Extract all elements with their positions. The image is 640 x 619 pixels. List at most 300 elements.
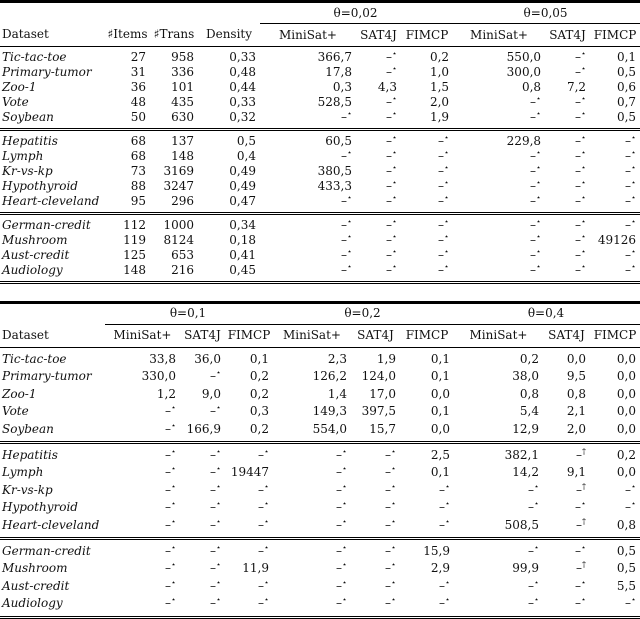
theta-group-header: θ=0,05: [453, 2, 640, 24]
dataset-name: Mushroom: [2, 233, 68, 247]
table-cell: –⋆: [545, 214, 590, 234]
column-header: Dataset: [0, 325, 105, 348]
table-row: [0, 194, 640, 214]
table-row: [0, 517, 640, 539]
column-header-row: [0, 325, 640, 348]
column-header: FIMCP: [225, 325, 273, 348]
timeout-marker: ⋆: [581, 217, 587, 226]
memout-marker: †: [582, 560, 586, 570]
table-row: [0, 80, 640, 95]
table-cell: 0,2: [249, 421, 269, 436]
table-cell: 0,33: [229, 50, 256, 64]
timeout-marker: ⋆: [215, 543, 221, 553]
table-cell: –⋆: [527, 499, 539, 515]
table-cell: –⋆: [335, 499, 347, 515]
table-cell: 0,1: [430, 352, 450, 366]
table-cell: 0,0: [616, 421, 636, 436]
memout-marker: †: [582, 447, 586, 457]
table-cell: –⋆: [257, 516, 269, 532]
table-cell: –⋆: [335, 481, 347, 497]
dataset-name: Heart-cleveland: [2, 194, 100, 208]
table-cell: 137: [150, 130, 198, 150]
table-cell: –⋆: [335, 577, 347, 593]
table-row: [0, 348, 640, 369]
table-cell: 0,1: [430, 404, 450, 419]
table-cell: –⋆: [575, 49, 587, 64]
column-header: ♯Items: [105, 24, 150, 47]
timeout-marker: ⋆: [263, 499, 269, 509]
table-row: [0, 560, 640, 577]
dataset-name: Vote: [2, 404, 29, 419]
timeout-marker: ⋆: [533, 481, 539, 491]
timeout-marker: ⋆: [170, 560, 176, 570]
timeout-marker: ⋆: [170, 464, 176, 474]
table-cell: 148: [171, 149, 194, 163]
table-cell: –⋆: [574, 499, 586, 515]
timeout-marker: ⋆: [536, 217, 542, 226]
timeout-marker: ⋆: [215, 447, 221, 457]
timeout-marker: ⋆: [444, 133, 450, 142]
table-cell: –⋆: [385, 94, 397, 109]
table-cell: 73: [130, 164, 146, 178]
table-cell: –⋆: [273, 539, 351, 561]
table-cell: 2,9: [430, 561, 450, 576]
table-cell: 36,0: [194, 352, 221, 366]
timeout-marker: ⋆: [391, 247, 397, 256]
table-cell: 95: [130, 194, 146, 208]
timeout-marker: ⋆: [390, 447, 396, 457]
timeout-marker: ⋆: [341, 560, 347, 570]
table-cell: 0,0: [566, 352, 586, 366]
table-cell: –⋆: [260, 263, 356, 283]
table-cell: –†: [576, 481, 586, 497]
table-cell: –⋆: [209, 577, 221, 593]
table-cell: –⋆: [438, 516, 450, 532]
table-row: [0, 47, 640, 66]
column-header: MiniSat+: [273, 325, 351, 348]
dataset-name: Lymph: [2, 465, 44, 480]
table-cell: –⋆: [180, 539, 225, 561]
table-cell: 0,2: [249, 386, 269, 401]
table-row: [0, 539, 640, 561]
timeout-marker: ⋆: [170, 595, 176, 605]
column-header: FIMCP: [400, 325, 454, 348]
table-cell: 435: [171, 95, 194, 109]
timeout-marker: ⋆: [391, 64, 397, 73]
table-cell: –⋆: [385, 163, 397, 178]
timeout-marker: ⋆: [630, 481, 636, 491]
table-cell: –⋆: [164, 499, 176, 515]
timeout-marker: ⋆: [170, 447, 176, 457]
dataset-name: German-credit: [0, 214, 105, 234]
table-row: [0, 65, 640, 80]
table-cell: 0,0: [430, 386, 450, 401]
table-row: [0, 368, 640, 385]
timeout-marker: ⋆: [391, 217, 397, 226]
table-cell: –⋆: [543, 539, 590, 561]
timeout-marker: ⋆: [581, 94, 587, 103]
table-cell: –⋆: [575, 109, 587, 124]
column-header: MiniSat+: [454, 325, 543, 348]
timeout-marker: ⋆: [263, 516, 269, 526]
timeout-marker: ⋆: [631, 193, 637, 202]
table-cell: 3247: [163, 179, 194, 193]
timeout-marker: ⋆: [536, 247, 542, 256]
table-cell: 0,3: [332, 80, 352, 94]
table-cell: 49126: [597, 233, 637, 247]
table-cell: 149,3: [312, 404, 347, 419]
table-cell: 0,5: [590, 539, 640, 561]
table-cell: –⋆: [164, 577, 176, 593]
table-cell: –⋆: [384, 516, 396, 532]
timeout-marker: ⋆: [581, 148, 587, 157]
table-cell: –⋆: [335, 516, 347, 532]
table-cell: 1000: [150, 214, 198, 234]
timeout-marker: ⋆: [170, 420, 176, 430]
dataset-name: Lymph: [2, 149, 44, 163]
timeout-marker: ⋆: [444, 499, 450, 509]
table-cell: –⋆: [385, 178, 397, 193]
table-cell: 0,3: [249, 404, 269, 419]
table-cell: –⋆: [257, 577, 269, 593]
table-cell: 36: [130, 80, 146, 94]
table-cell: 1,4: [327, 386, 347, 401]
table-cell: 112: [105, 214, 150, 234]
timeout-marker: ⋆: [581, 49, 587, 58]
table-cell: –⋆: [335, 560, 347, 576]
table-cell: 0,2: [590, 443, 640, 465]
table-cell: –⋆: [590, 595, 640, 617]
table-cell: 300,0: [506, 65, 542, 79]
timeout-marker: ⋆: [341, 499, 347, 509]
table-cell: 0,5: [198, 130, 260, 150]
table-cell: –⋆: [225, 443, 273, 465]
table-cell: –⋆: [438, 247, 450, 262]
table-cell: 0,41: [229, 248, 256, 262]
table-row: [0, 149, 640, 164]
table-cell: –⋆: [356, 263, 401, 283]
table-cell: 166,9: [186, 421, 221, 436]
timeout-marker: ⋆: [390, 577, 396, 587]
table-cell: 48: [130, 95, 146, 109]
timeout-marker: ⋆: [390, 516, 396, 526]
table-cell: 9,5: [566, 369, 586, 384]
table-cell: 0,49: [229, 179, 256, 193]
table-cell: –⋆: [401, 214, 453, 234]
table-cell: –⋆: [385, 232, 397, 247]
table-cell: 0,45: [198, 263, 260, 283]
table-cell: 12,9: [512, 421, 539, 436]
table-cell: –⋆: [454, 539, 543, 561]
timeout-marker: ⋆: [444, 148, 450, 157]
timeout-marker: ⋆: [581, 232, 587, 241]
dataset-name: Zoo-1: [2, 80, 37, 94]
table-cell: 5,4: [519, 404, 539, 419]
results-table-high-theta: [0, 301, 640, 619]
table-cell: 5,5: [616, 578, 636, 593]
timeout-marker: ⋆: [581, 163, 587, 172]
theta-header-row: [0, 2, 640, 24]
table-cell: –⋆: [105, 539, 180, 561]
table-cell: –⋆: [351, 595, 400, 617]
column-header: ♯Trans: [150, 24, 198, 47]
table-cell: 27: [130, 50, 146, 64]
table-cell: 17,8: [325, 65, 352, 79]
timeout-marker: ⋆: [391, 148, 397, 157]
table-cell: –⋆: [209, 368, 221, 384]
timeout-marker: ⋆: [391, 178, 397, 187]
table-cell: 125: [123, 248, 146, 262]
table-cell: –⋆: [384, 464, 396, 480]
column-header: SAT4J: [543, 325, 590, 348]
table-cell: –⋆: [438, 481, 450, 497]
table-cell: 2,1: [566, 404, 586, 419]
table-cell: 38,0: [512, 369, 539, 384]
table-cell: –⋆: [590, 263, 640, 283]
column-header: Dataset: [0, 24, 105, 47]
table-cell: 958: [171, 50, 194, 64]
table-cell: 1,9: [429, 110, 450, 124]
table-cell: –⋆: [438, 148, 450, 163]
timeout-marker: ⋆: [631, 217, 637, 226]
table-cell: 0,8: [519, 386, 539, 401]
table-row: [0, 403, 640, 420]
timeout-marker: ⋆: [170, 481, 176, 491]
table-cell: –⋆: [530, 163, 542, 178]
table-cell: 14,2: [512, 465, 539, 480]
column-header-row: [0, 24, 640, 47]
timeout-marker: ⋆: [341, 516, 347, 526]
timeout-marker: ⋆: [341, 595, 347, 605]
table-cell: –⋆: [164, 420, 176, 436]
table-cell: 126,2: [312, 369, 347, 384]
timeout-marker: ⋆: [631, 247, 637, 256]
timeout-marker: ⋆: [215, 516, 221, 526]
dataset-name: Tic-tac-toe: [2, 50, 67, 64]
table-cell: –⋆: [527, 481, 539, 497]
dataset-name: Hypothyroid: [2, 500, 78, 515]
table-row: [0, 263, 640, 283]
table-row: [0, 164, 640, 179]
table-cell: –⋆: [384, 560, 396, 576]
table-cell: 2,5: [400, 443, 454, 465]
table-cell: 0,8: [521, 80, 542, 94]
timeout-marker: ⋆: [444, 178, 450, 187]
table-cell: –⋆: [340, 193, 352, 208]
table-row: [0, 595, 640, 617]
dataset-name: Kr-vs-kp: [2, 164, 53, 178]
table-cell: 88: [130, 179, 146, 193]
table-cell: –⋆: [530, 193, 542, 208]
table-cell: 19447: [230, 465, 269, 480]
table-cell: 17,0: [369, 386, 396, 401]
timeout-marker: ⋆: [631, 262, 637, 271]
timeout-marker: ⋆: [580, 499, 586, 509]
table-cell: –⋆: [530, 94, 542, 109]
dataset-name: Aust-credit: [2, 578, 70, 593]
table-cell: 0,48: [229, 65, 256, 79]
table-row: [0, 386, 640, 403]
column-header: SAT4J: [356, 24, 401, 47]
timeout-marker: ⋆: [341, 543, 347, 553]
timeout-marker: ⋆: [215, 481, 221, 491]
table-cell: 0,0: [616, 386, 636, 401]
table-cell: –⋆: [530, 148, 542, 163]
table-cell: –⋆: [164, 481, 176, 497]
table-cell: 366,7: [317, 50, 352, 64]
table-row: [0, 95, 640, 110]
timeout-marker: ⋆: [533, 499, 539, 509]
timeout-marker: ⋆: [390, 481, 396, 491]
timeout-marker: ⋆: [390, 543, 396, 553]
table-row: [0, 443, 640, 465]
table-cell: 653: [171, 248, 194, 262]
table-cell: 1,0: [429, 65, 450, 79]
timeout-marker: ⋆: [346, 247, 352, 256]
timeout-marker: ⋆: [631, 133, 637, 142]
table-cell: –⋆: [209, 499, 221, 515]
table-cell: –⋆: [527, 577, 539, 593]
table-cell: –⋆: [273, 595, 351, 617]
table-cell: –⋆: [438, 178, 450, 193]
table-cell: –⋆: [385, 247, 397, 262]
timeout-marker: ⋆: [215, 560, 221, 570]
timeout-marker: ⋆: [170, 516, 176, 526]
table-cell: 0,5: [616, 110, 637, 124]
timeout-marker: ⋆: [346, 193, 352, 202]
column-header: SAT4J: [180, 325, 225, 348]
timeout-marker: ⋆: [444, 481, 450, 491]
table-cell: –⋆: [105, 595, 180, 617]
table-cell: 68: [130, 149, 146, 163]
table-cell: –⋆: [164, 464, 176, 480]
table-cell: –⋆: [209, 464, 221, 480]
table-row: [0, 464, 640, 481]
timeout-marker: ⋆: [536, 148, 542, 157]
table-cell: –⋆: [575, 148, 587, 163]
table-cell: 0,44: [229, 80, 256, 94]
table-cell: –⋆: [543, 595, 590, 617]
table-cell: –⋆: [575, 163, 587, 178]
table-cell: –⋆: [351, 443, 400, 465]
table-cell: –⋆: [180, 595, 225, 617]
timeout-marker: ⋆: [444, 163, 450, 172]
timeout-marker: ⋆: [390, 595, 396, 605]
timeout-marker: ⋆: [580, 543, 586, 553]
column-header: FIMCP: [401, 24, 453, 47]
timeout-marker: ⋆: [444, 247, 450, 256]
theta-group-header: θ=0,1: [105, 303, 273, 325]
dataset-name: Zoo-1: [2, 386, 37, 401]
results-table-low-theta: [0, 0, 640, 284]
table-cell: 0,34: [198, 214, 260, 234]
table-cell: –⋆: [384, 499, 396, 515]
table-cell: 101: [171, 80, 194, 94]
timeout-marker: ⋆: [391, 94, 397, 103]
timeout-marker: ⋆: [581, 262, 587, 271]
timeout-marker: ⋆: [346, 232, 352, 241]
table-cell: –⋆: [385, 49, 397, 64]
timeout-marker: ⋆: [444, 232, 450, 241]
table-cell: –⋆: [545, 130, 590, 150]
column-header: Density: [198, 24, 260, 47]
table-cell: –⋆: [340, 247, 352, 262]
table-cell: 0,0: [616, 369, 636, 384]
timeout-marker: ⋆: [444, 577, 450, 587]
table-cell: 508,5: [504, 517, 539, 532]
dataset-name: Heart-cleveland: [2, 517, 100, 532]
dataset-name: Primary-tumor: [2, 369, 92, 384]
table-cell: 433,3: [317, 179, 352, 193]
timeout-marker: ⋆: [390, 560, 396, 570]
table-cell: 1,5: [429, 80, 450, 94]
table-cell: 15,7: [369, 421, 396, 436]
timeout-marker: ⋆: [444, 262, 450, 271]
table-cell: –⋆: [454, 595, 543, 617]
table-cell: –⋆: [105, 443, 180, 465]
timeout-marker: ⋆: [263, 481, 269, 491]
timeout-marker: ⋆: [631, 178, 637, 187]
table-row: [0, 233, 640, 248]
table-cell: –⋆: [438, 163, 450, 178]
table-cell: –⋆: [384, 577, 396, 593]
table-cell: 148: [105, 263, 150, 283]
dataset-name: Mushroom: [2, 561, 68, 576]
timeout-marker: ⋆: [533, 577, 539, 587]
table-cell: –⋆: [385, 193, 397, 208]
timeout-marker: ⋆: [581, 247, 587, 256]
dataset-name: Audiology: [0, 263, 105, 283]
timeout-marker: ⋆: [170, 577, 176, 587]
timeout-marker: ⋆: [581, 109, 587, 118]
timeout-marker: ⋆: [581, 64, 587, 73]
table-cell: –⋆: [164, 560, 176, 576]
table-cell: 0,33: [229, 95, 256, 109]
table-cell: –⋆: [438, 499, 450, 515]
table-cell: –⋆: [624, 481, 636, 497]
table-cell: 0,0: [616, 404, 636, 419]
table-row: [0, 110, 640, 130]
dataset-name: Audiology: [0, 595, 105, 617]
timeout-marker: ⋆: [536, 178, 542, 187]
memout-marker: †: [582, 481, 586, 491]
timeout-marker: ⋆: [536, 163, 542, 172]
table-cell: 68: [105, 130, 150, 150]
timeout-marker: ⋆: [533, 543, 539, 553]
table-cell: 0,1: [249, 352, 269, 366]
table-cell: 382,1: [454, 443, 543, 465]
table-cell: –⋆: [545, 263, 590, 283]
timeout-marker: ⋆: [444, 217, 450, 226]
timeout-marker: ⋆: [444, 193, 450, 202]
column-header: MiniSat+: [453, 24, 545, 47]
table-cell: 330,0: [141, 369, 176, 384]
table-cell: 8124: [163, 233, 194, 247]
dataset-name: Vote: [2, 95, 29, 109]
timeout-marker: ⋆: [215, 595, 221, 605]
table-cell: –⋆: [340, 232, 352, 247]
table-cell: –⋆: [385, 148, 397, 163]
table-cell: 528,5: [317, 95, 352, 109]
table-cell: 119: [123, 233, 146, 247]
table-cell: –⋆: [438, 232, 450, 247]
table-cell: –⋆: [625, 247, 637, 262]
theta-group-header: θ=0,4: [454, 303, 640, 325]
table-cell: 0,0: [616, 352, 636, 366]
table-cell: 0,8: [566, 386, 586, 401]
table-cell: –⋆: [257, 481, 269, 497]
table-cell: 99,9: [512, 561, 539, 576]
